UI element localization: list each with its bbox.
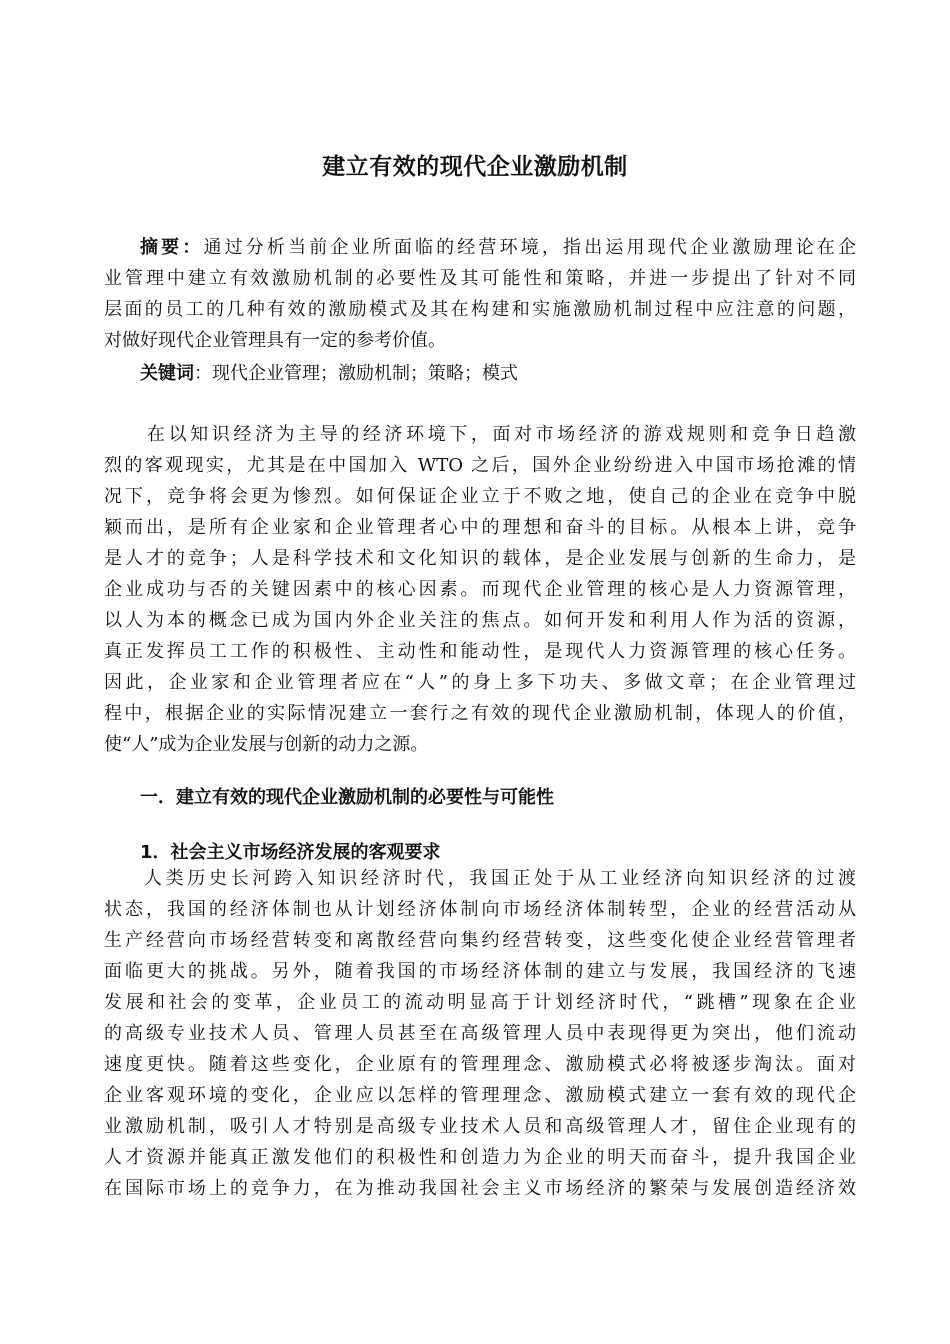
body-line: 真正发挥员工工作的积极性、主动性和能动性，是现代人力资源管理的核心任务。 [104,641,856,662]
body-line: 烈的客观现实，尤其是在中国加入 WTO 之后，国外企业纷纷进入中国市场抢滩的情 [104,455,856,476]
abstract-label: 摘要： [140,237,204,258]
body-line: 颖而出，是所有企业家和企业管理者心中的理想和奋斗的目标。从根本上讲，竞争 [104,517,856,538]
intro-paragraph [104,419,856,760]
body-line: 况下，竞争将会更为惨烈。如何保证企业立于不败之地，使自己的企业在竞争中脱 [104,486,856,507]
body-line: 因此，企业家和企业管理者应在“人”的身上多下功夫、多做文章；在企业管理过 [104,672,856,693]
body-line: 人才资源并能真正激发他们的积极性和创造力为企业的明天而奋斗，提升我国企业 [104,1147,856,1168]
body-line: 状态，我国的经济体制也从计划经济体制向市场经济体制转型，企业的经营活动从 [104,899,856,920]
body-line: 人类历史长河跨入知识经济时代，我国正处于从工业经济向知识经济的过渡 [144,868,856,889]
abstract-text: 通过分析当前企业所面临的经营环境，指出运用现代企业激励理论在企 [203,237,856,258]
body-line: 速度更快。随着这些变化，企业原有的管理理念、激励模式必将被逐步淘汰。面对 [104,1054,856,1075]
body-line: 以人为本的概念已成为国内外企业关注的焦点。如何开发和利用人作为活的资源， [104,610,856,631]
keywords-label: 关键词 [140,363,194,384]
keywords-line [104,358,856,389]
abstract-line: 层面的员工的几种有效的激励模式及其在构建和实施激励机制过程中应注意的问题， [104,299,856,320]
body-line: 发展和社会的变革，企业员工的流动明显高于计划经济时代，“跳槽”现象在企业 [104,992,856,1013]
body-line: 的高级专业技术人员、管理人员甚至在高级管理人员中表现得更为突出，他们流动 [104,1023,856,1044]
section1-paragraph [104,863,856,1204]
body-line: 生产经营向市场经营转变和离散经营向集约经营转变，这些变化使企业经营管理者 [104,930,856,951]
subsection-heading: 1．社会主义市场经济发展的客观要求 [140,842,441,863]
body-line: 是人才的竞争；人是科学技术和文化知识的载体，是企业发展与创新的生命力，是 [104,548,856,569]
abstract-paragraph [104,232,856,356]
body-line: 业激励机制，吸引人才特别是高级专业技术人员和高级管理人才，留住企业现有的 [104,1116,856,1137]
body-line: 面临更大的挑战。另外，随着我国的市场经济体制的建立与发展，我国经济的飞速 [104,961,856,982]
abstract-line: 对做好现代企业管理具有一定的参考价值。 [104,330,446,351]
section-heading: 一．建立有效的现代企业激励机制的必要性与可能性 [140,787,554,808]
body-line: 使“人”成为企业发展与创新的动力之源。 [104,734,429,755]
abstract-line: 业管理中建立有效激励机制的必要性及其可能性和策略，并进一步提出了针对不同 [104,268,856,289]
document-title: 建立有效的现代企业激励机制 [322,154,628,180]
body-line: 在以知识经济为主导的经济环境下，面对市场经济的游戏规则和竞争日趋激 [147,424,856,445]
body-line: 企业成功与否的关键因素中的核心因素。而现代企业管理的核心是人力资源管理， [104,579,856,600]
body-line: 在国际市场上的竞争力，在为推动我国社会主义市场经济的繁荣与发展创造经济效 [104,1178,856,1199]
keywords-text: ：现代企业管理；激励机制；策略；模式 [194,363,518,384]
body-line: 程中，根据企业的实际情况建立一套行之有效的现代企业激励机制，体现人的价值， [104,703,856,724]
body-line: 企业客观环境的变化，企业应以怎样的管理理念、激励模式建立一套有效的现代企 [104,1085,856,1106]
abstract-line [104,232,856,263]
